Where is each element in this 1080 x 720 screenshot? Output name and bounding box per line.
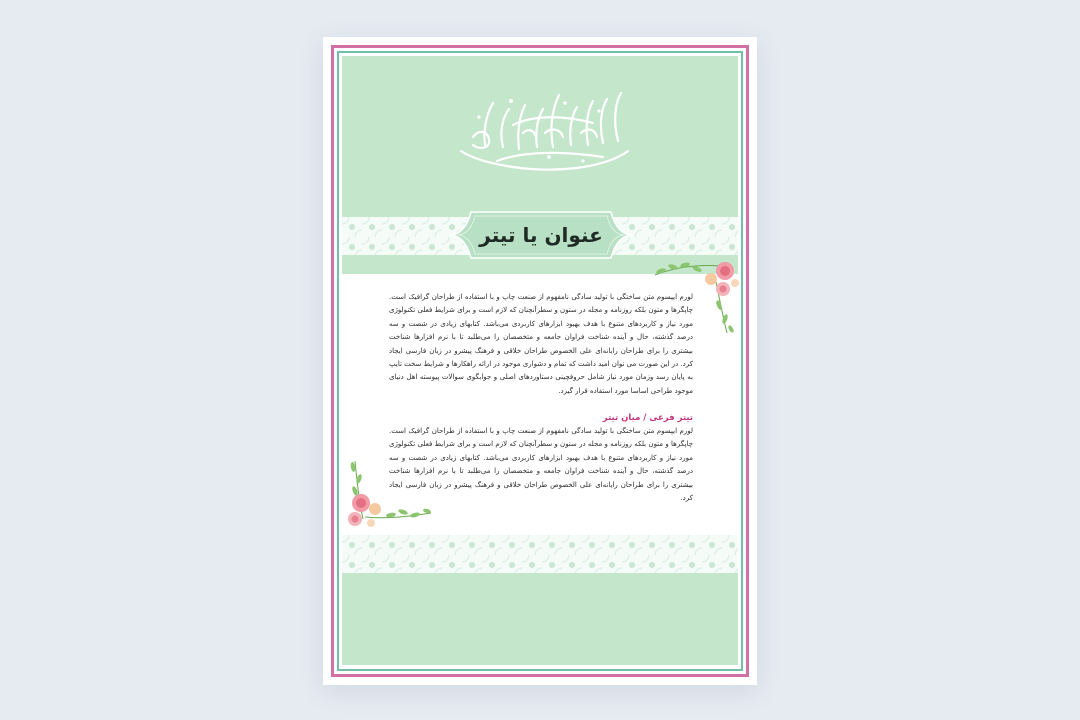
document-title: عنوان یا تیتر — [479, 223, 603, 247]
floral-decoration-bottom-left — [341, 457, 436, 535]
paragraph-2: لورم ایپسوم متن ساختگی با تولید سادگی نامفهوم از صنعت چاپ و با استفاده از طراحان گرافیک است. چاپگرها و متون بلکه روزنامه و مجله در ستون و سطرآنچنان که لازم است و برای شرایط فعلی تکنولوژی مورد نیاز و کاربردهای متنوع با هدف بهبود ابزارهای کاربردی می‌باشد. کتابهای زیادی در شصت و سه درصد گذشته، حال و آینده شناخت فراوان جامعه و متخصصان را می‌طلبد تا با نرم افزارها شناخت بیشتری را برای طراحان رایانه‌ای علی الخصوص طراحان خلاقی و فرهنگ پیشرو در زبان فارسی ایجاد کرد. — [389, 427, 693, 503]
title-plaque — [447, 206, 635, 264]
document-page — [323, 37, 757, 685]
ornament-band-bottom — [342, 535, 738, 573]
subtitle: تیتر فرعی / میان تیتر — [602, 413, 693, 423]
paragraph-1: لورم ایپسوم متن ساختگی با تولید سادگی نامفهوم از صنعت چاپ و با استفاده از طراحان گرافیک است. چاپگرها و متون بلکه روزنامه و مجله در ستون و سطرآنچنان که لازم است و برای شرایط فعلی تکنولوژی مورد نیاز و کاربردهای متنوع با هدف بهبود ابزارهای کاربردی می‌باشد. کتابهای زیادی در شصت و سه درصد گذشته، حال و آینده شناخت فراوان جامعه و متخصصان را می‌طلبد تا با نرم افزارها شناخت بیشتری را برای طراحان رایانه‌ای علی الخصوص طراحان خلاقی و فرهنگ پیشرو در زبان فارسی ایجاد کرد. در این صورت می توان امید داشت که تمام و دشواری موجود در ارائه راهکارها و شرایط سخت تایپ به پایان رسد وزمان مورد نیاز شامل حروفچینی دستاوردهای اصلی و جوابگوی سوالات پیوسته اهل دنیای موجود طراحی اساسا مورد استفاده قرار گیرد. — [389, 293, 693, 395]
bismillah-calligraphy — [453, 81, 633, 173]
